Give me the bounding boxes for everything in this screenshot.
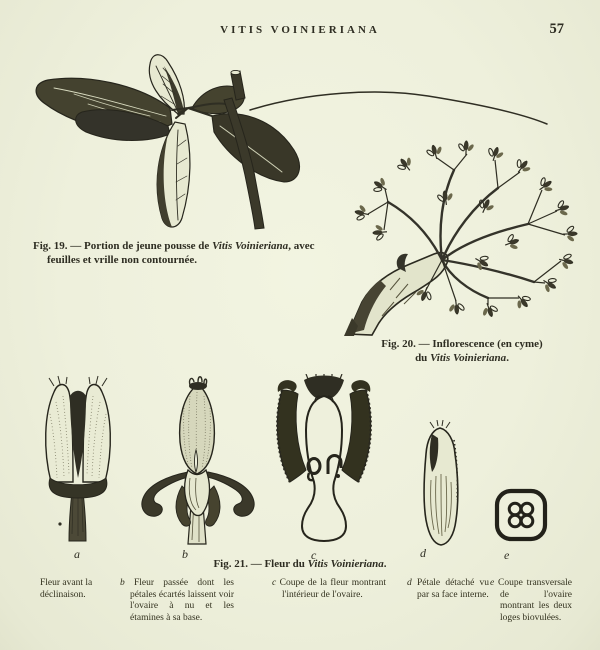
fig19-caption-suffix: , avec feuilles et vrille non contournée. [47,240,315,266]
fig20-caption [336,338,588,366]
fig21-caption [0,558,600,572]
fig20-inflorescence-illustration [338,140,588,336]
fig20-caption-line1: Fig. 20. — Inflorescence (en cyme) [381,338,543,350]
running-title: VITIS VOINIERIANA [220,24,380,36]
fig21a-bud-illustration [36,374,120,546]
fig20-caption-species: Vitis Voinieriana [430,351,507,364]
fig19-caption [33,240,349,268]
fig21-label-c: c [311,548,317,562]
subcaption-c [272,578,386,601]
fig21-caption-text: Fig. 21. — Fleur du [213,558,308,570]
subcaption-e [490,578,572,625]
subcaption-a-text: Fleur avant la déclinaison. [40,578,93,600]
fig21e-cross-section-illustration [492,486,550,544]
subcaption-e-text: Coupe transversale de l'ovaire montrant les deux loges biovulées. [498,578,573,624]
subcaption-b-text: Fleur passée dont les pétales écartés laissent voir l'ovaire à nu et les étamines à sa base. [130,578,235,624]
subcaption-c-letter: c [272,578,277,588]
fig19-caption-text: Fig. 19. — Portion de jeune pousse de [33,240,213,252]
fig21d-petal-illustration [414,420,466,548]
fig21c-section-illustration [268,374,380,546]
fig21b-flower-illustration [138,374,262,546]
fig21-label-b: b [182,547,188,561]
subcaption-b [120,578,234,625]
fig20-caption-line2: du [415,351,431,364]
subcaption-a [40,578,108,601]
fig21-caption-suffix: . [383,558,387,570]
fig21-label-d: d [420,546,426,560]
fig21-label-e: e [504,548,510,562]
subcaption-b-letter: b [120,578,125,588]
page-number: 57 [549,21,564,37]
fig21-caption-species: Vitis Voinieriana [307,558,384,570]
subcaption-d-letter: d [407,578,412,588]
subcaption-d [407,578,489,601]
subcaption-e-letter: e [490,578,495,588]
tendril [250,92,547,124]
subcaption-c-text: Coupe de la fleur montrant l'intérieur de l'ovaire. [279,578,387,600]
fig19-caption-species: Vitis Voinieriana [212,240,289,252]
fig20-caption-suffix: . [506,351,509,364]
fig21-label-a: a [74,547,80,561]
subcaption-d-text: Pétale détaché vu par sa face interne. [416,578,490,600]
